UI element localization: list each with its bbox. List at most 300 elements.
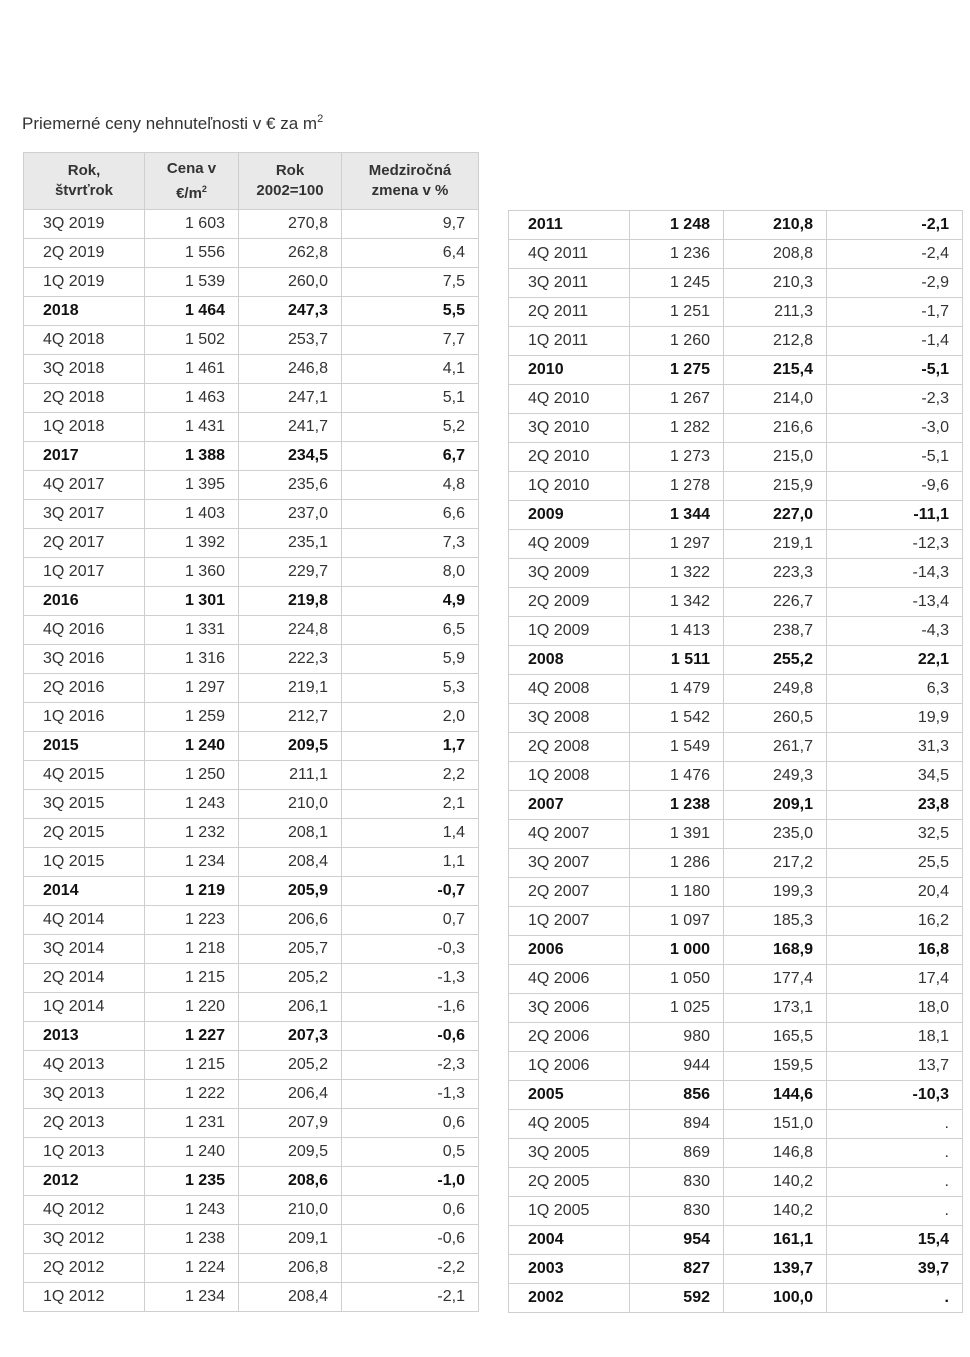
table-row [24,935,479,964]
cell-change: -2,3 [342,1051,479,1080]
cell-price: 1 231 [145,1109,239,1138]
cell-price: 1 235 [145,1167,239,1196]
cell-price: 1 238 [145,1225,239,1254]
cell-change: 18,1 [827,1023,963,1052]
cell-price: 1 549 [630,733,724,762]
cell-price: 1 240 [145,732,239,761]
cell-period: 3Q 2007 [509,849,630,878]
cell-index: 237,0 [239,500,342,529]
cell-change: 2,0 [342,703,479,732]
cell-price: 1 392 [145,529,239,558]
header-period-line2: štvrťrok [54,182,114,199]
cell-price: 1 273 [630,443,724,472]
cell-change: 5,3 [342,674,479,703]
cell-price: 1 342 [630,588,724,617]
cell-price: 592 [630,1284,724,1313]
cell-period: 2014 [24,877,145,906]
header-price [145,153,239,210]
table-row [24,587,479,616]
table-row [509,762,963,791]
cell-change: 6,6 [342,500,479,529]
cell-change: -1,6 [342,993,479,1022]
title-text: Priemerné ceny nehnuteľnosti v € za m [22,114,318,133]
cell-index: 235,6 [239,471,342,500]
cell-index: 210,3 [724,269,827,298]
table-row [24,500,479,529]
cell-change: 5,1 [342,384,479,413]
cell-price: 954 [630,1226,724,1255]
cell-index: 207,9 [239,1109,342,1138]
cell-period: 1Q 2011 [509,327,630,356]
cell-price: 1 344 [630,501,724,530]
cell-change: 4,8 [342,471,479,500]
cell-period: 2Q 2007 [509,878,630,907]
cell-price: 1 403 [145,500,239,529]
table-row [509,1284,963,1313]
cell-period: 4Q 2015 [24,761,145,790]
table-row [509,907,963,936]
header-price-line2: €/m [176,184,202,202]
cell-price: 1 267 [630,385,724,414]
cell-period: 4Q 2008 [509,675,630,704]
cell-price: 1 542 [630,704,724,733]
cell-change: 18,0 [827,994,963,1023]
table-row [24,1109,479,1138]
cell-index: 161,1 [724,1226,827,1255]
cell-index: 227,0 [724,501,827,530]
cell-price: 894 [630,1110,724,1139]
cell-change: . [827,1139,963,1168]
table-row [24,819,479,848]
cell-change: -1,0 [342,1167,479,1196]
cell-period: 1Q 2013 [24,1138,145,1167]
table-row [24,1283,479,1312]
cell-change: 31,3 [827,733,963,762]
cell-change: 2,2 [342,761,479,790]
table-row [24,297,479,326]
table-row [24,1254,479,1283]
table-row [24,732,479,761]
cell-period: 2005 [509,1081,630,1110]
cell-period: 4Q 2009 [509,530,630,559]
cell-index: 151,0 [724,1110,827,1139]
table-right-body [509,211,963,1313]
cell-price: 1 539 [145,268,239,297]
cell-index: 209,5 [239,732,342,761]
cell-change: 6,3 [827,675,963,704]
cell-change: 9,7 [342,210,479,239]
table-row [509,530,963,559]
price-table-right [508,210,963,1313]
table-row [509,501,963,530]
table-row [24,471,479,500]
table-row [509,1081,963,1110]
cell-price: 1 278 [630,472,724,501]
table-row [509,1197,963,1226]
cell-price: 1 463 [145,384,239,413]
cell-period: 2008 [509,646,630,675]
cell-index: 144,6 [724,1081,827,1110]
cell-index: 146,8 [724,1139,827,1168]
cell-change: 17,4 [827,965,963,994]
table-row [509,1023,963,1052]
table-row [509,327,963,356]
table-row [509,1168,963,1197]
table-row [509,994,963,1023]
cell-price: 1 050 [630,965,724,994]
cell-price: 944 [630,1052,724,1081]
table-row [509,733,963,762]
cell-period: 1Q 2019 [24,268,145,297]
cell-index: 209,1 [724,791,827,820]
cell-change: 1,1 [342,848,479,877]
table-row [509,820,963,849]
cell-index: 212,8 [724,327,827,356]
cell-price: 830 [630,1168,724,1197]
table-row [24,210,479,239]
cell-price: 1 322 [630,559,724,588]
cell-change: 1,7 [342,732,479,761]
cell-period: 3Q 2012 [24,1225,145,1254]
cell-price: 1 215 [145,964,239,993]
cell-change: -1,4 [827,327,963,356]
table-row [509,1110,963,1139]
cell-index: 212,7 [239,703,342,732]
cell-price: 1 479 [630,675,724,704]
cell-period: 2015 [24,732,145,761]
page-title [22,113,323,134]
cell-period: 1Q 2012 [24,1283,145,1312]
cell-price: 1 236 [630,240,724,269]
cell-index: 260,5 [724,704,827,733]
cell-price: 980 [630,1023,724,1052]
cell-index: 261,7 [724,733,827,762]
cell-price: 1 388 [145,442,239,471]
price-table-left [23,152,479,1312]
cell-index: 219,1 [239,674,342,703]
header-change-line1: Medziročná [368,162,452,179]
cell-change: 7,3 [342,529,479,558]
cell-index: 211,1 [239,761,342,790]
cell-index: 173,1 [724,994,827,1023]
table-row [24,1138,479,1167]
cell-period: 4Q 2006 [509,965,630,994]
table-row [24,906,479,935]
table-row [24,1022,479,1051]
header-period [24,153,145,210]
cell-period: 1Q 2009 [509,617,630,646]
cell-change: -14,3 [827,559,963,588]
cell-price: 1 391 [630,820,724,849]
cell-price: 1 301 [145,587,239,616]
cell-index: 206,6 [239,906,342,935]
table-row [24,848,479,877]
cell-price: 1 238 [630,791,724,820]
cell-period: 2Q 2006 [509,1023,630,1052]
cell-change: -0,6 [342,1225,479,1254]
table-row [509,1139,963,1168]
table-row [24,268,479,297]
cell-index: 217,2 [724,849,827,878]
cell-price: 1 245 [630,269,724,298]
cell-period: 1Q 2005 [509,1197,630,1226]
cell-price: 1 556 [145,239,239,268]
cell-index: 229,7 [239,558,342,587]
cell-change: 5,2 [342,413,479,442]
cell-period: 1Q 2015 [24,848,145,877]
cell-price: 1 223 [145,906,239,935]
cell-period: 2Q 2014 [24,964,145,993]
cell-period: 2Q 2016 [24,674,145,703]
cell-period: 2004 [509,1226,630,1255]
cell-price: 1 431 [145,413,239,442]
cell-period: 2Q 2008 [509,733,630,762]
cell-index: 215,4 [724,356,827,385]
cell-price: 1 511 [630,646,724,675]
cell-index: 210,0 [239,790,342,819]
cell-change: -3,0 [827,414,963,443]
table-row [24,355,479,384]
cell-index: 205,9 [239,877,342,906]
cell-change: 6,7 [342,442,479,471]
cell-price: 1 260 [630,327,724,356]
cell-change: 13,7 [827,1052,963,1081]
table-row [509,385,963,414]
cell-price: 1 224 [145,1254,239,1283]
cell-index: 208,1 [239,819,342,848]
cell-change: 34,5 [827,762,963,791]
cell-period: 1Q 2008 [509,762,630,791]
cell-change: 20,4 [827,878,963,907]
cell-index: 215,0 [724,443,827,472]
cell-period: 1Q 2014 [24,993,145,1022]
table-row [24,442,479,471]
cell-index: 100,0 [724,1284,827,1313]
cell-price: 830 [630,1197,724,1226]
cell-period: 2Q 2012 [24,1254,145,1283]
cell-change: -0,7 [342,877,479,906]
table-row [509,849,963,878]
cell-period: 3Q 2013 [24,1080,145,1109]
table-row [509,588,963,617]
header-index-line2: 2002=100 [256,182,324,199]
header-price-line1: Cena v [166,159,217,177]
cell-change: -11,1 [827,501,963,530]
cell-price: 1 234 [145,1283,239,1312]
table-row [509,878,963,907]
cell-change: 7,7 [342,326,479,355]
table-row [509,675,963,704]
cell-period: 3Q 2011 [509,269,630,298]
cell-index: 206,1 [239,993,342,1022]
cell-change: -13,4 [827,588,963,617]
cell-change: . [827,1197,963,1226]
cell-index: 246,8 [239,355,342,384]
cell-change: -5,1 [827,356,963,385]
cell-period: 4Q 2018 [24,326,145,355]
cell-change: 0,6 [342,1109,479,1138]
table-row [509,414,963,443]
cell-change: 6,4 [342,239,479,268]
cell-price: 1 275 [630,356,724,385]
cell-price: 1 234 [145,848,239,877]
cell-index: 168,9 [724,936,827,965]
cell-change: 4,9 [342,587,479,616]
table-row [24,964,479,993]
cell-change: . [827,1284,963,1313]
cell-price: 1 297 [145,674,239,703]
cell-period: 4Q 2007 [509,820,630,849]
table-row [509,791,963,820]
cell-change: 16,2 [827,907,963,936]
cell-change: -2,1 [342,1283,479,1312]
cell-index: 235,1 [239,529,342,558]
table-row [509,1255,963,1284]
cell-price: 1 464 [145,297,239,326]
cell-period: 2006 [509,936,630,965]
cell-index: 206,8 [239,1254,342,1283]
cell-period: 2Q 2019 [24,239,145,268]
cell-index: 209,5 [239,1138,342,1167]
table-header-row [24,153,479,210]
cell-index: 140,2 [724,1168,827,1197]
cell-change: 2,1 [342,790,479,819]
cell-period: 2Q 2011 [509,298,630,327]
table-row [509,240,963,269]
cell-price: 1 316 [145,645,239,674]
table-row [24,413,479,442]
cell-change: -2,9 [827,269,963,298]
table-row [509,356,963,385]
cell-period: 3Q 2014 [24,935,145,964]
cell-period: 2011 [509,211,630,240]
cell-price: 827 [630,1255,724,1284]
table-row [24,1051,479,1080]
cell-index: 247,3 [239,297,342,326]
cell-price: 1 220 [145,993,239,1022]
cell-change: . [827,1168,963,1197]
cell-period: 2Q 2009 [509,588,630,617]
cell-change: -1,3 [342,1080,479,1109]
cell-change: -1,3 [342,964,479,993]
table-row [24,703,479,732]
cell-change: 23,8 [827,791,963,820]
cell-change: 5,9 [342,645,479,674]
cell-period: 4Q 2005 [509,1110,630,1139]
cell-index: 270,8 [239,210,342,239]
cell-period: 1Q 2007 [509,907,630,936]
cell-index: 210,8 [724,211,827,240]
table-row [509,617,963,646]
cell-index: 222,3 [239,645,342,674]
cell-change: 7,5 [342,268,479,297]
cell-price: 1 331 [145,616,239,645]
cell-change: -0,6 [342,1022,479,1051]
cell-index: 210,0 [239,1196,342,1225]
cell-period: 2016 [24,587,145,616]
cell-period: 1Q 2017 [24,558,145,587]
cell-index: 139,7 [724,1255,827,1284]
cell-index: 247,1 [239,384,342,413]
cell-period: 2009 [509,501,630,530]
cell-change: 4,1 [342,355,479,384]
cell-index: 249,3 [724,762,827,791]
header-index-line1: Rok [275,162,305,179]
table-row [24,558,479,587]
cell-price: 1 286 [630,849,724,878]
cell-index: 224,8 [239,616,342,645]
cell-period: 3Q 2009 [509,559,630,588]
cell-change: 22,1 [827,646,963,675]
table-row [509,472,963,501]
cell-change: 0,5 [342,1138,479,1167]
cell-index: 255,2 [724,646,827,675]
cell-index: 208,4 [239,1283,342,1312]
cell-change: 0,6 [342,1196,479,1225]
cell-change: -2,3 [827,385,963,414]
cell-price: 1 227 [145,1022,239,1051]
cell-index: 159,5 [724,1052,827,1081]
cell-price: 1 097 [630,907,724,936]
cell-index: 219,1 [724,530,827,559]
cell-period: 2Q 2017 [24,529,145,558]
cell-index: 216,6 [724,414,827,443]
cell-index: 205,2 [239,964,342,993]
cell-index: 185,3 [724,907,827,936]
header-price-sup: 2 [201,183,207,194]
table-row [24,1080,479,1109]
cell-change: 39,7 [827,1255,963,1284]
cell-index: 235,0 [724,820,827,849]
cell-price: 1 413 [630,617,724,646]
cell-price: 1 180 [630,878,724,907]
cell-period: 2Q 2018 [24,384,145,413]
cell-price: 1 000 [630,936,724,965]
table-row [24,1167,479,1196]
header-index [239,153,342,210]
cell-price: 1 259 [145,703,239,732]
cell-change: 32,5 [827,820,963,849]
cell-period: 1Q 2010 [509,472,630,501]
cell-index: 260,0 [239,268,342,297]
table-row [509,1226,963,1255]
cell-price: 1 461 [145,355,239,384]
cell-period: 3Q 2017 [24,500,145,529]
cell-change: -12,3 [827,530,963,559]
cell-change: -4,3 [827,617,963,646]
cell-period: 2010 [509,356,630,385]
cell-change: 15,4 [827,1226,963,1255]
cell-change: 19,9 [827,704,963,733]
table-row [24,616,479,645]
table-row [24,529,479,558]
cell-index: 208,8 [724,240,827,269]
cell-price: 1 222 [145,1080,239,1109]
cell-index: 140,2 [724,1197,827,1226]
cell-index: 253,7 [239,326,342,355]
cell-period: 2012 [24,1167,145,1196]
cell-price: 1 218 [145,935,239,964]
cell-price: 1 243 [145,790,239,819]
cell-index: 205,2 [239,1051,342,1080]
cell-index: 226,7 [724,588,827,617]
cell-change: 0,7 [342,906,479,935]
table-left-body [24,210,479,1312]
table-row [509,1052,963,1081]
cell-period: 2002 [509,1284,630,1313]
cell-period: 2003 [509,1255,630,1284]
table-row [509,269,963,298]
